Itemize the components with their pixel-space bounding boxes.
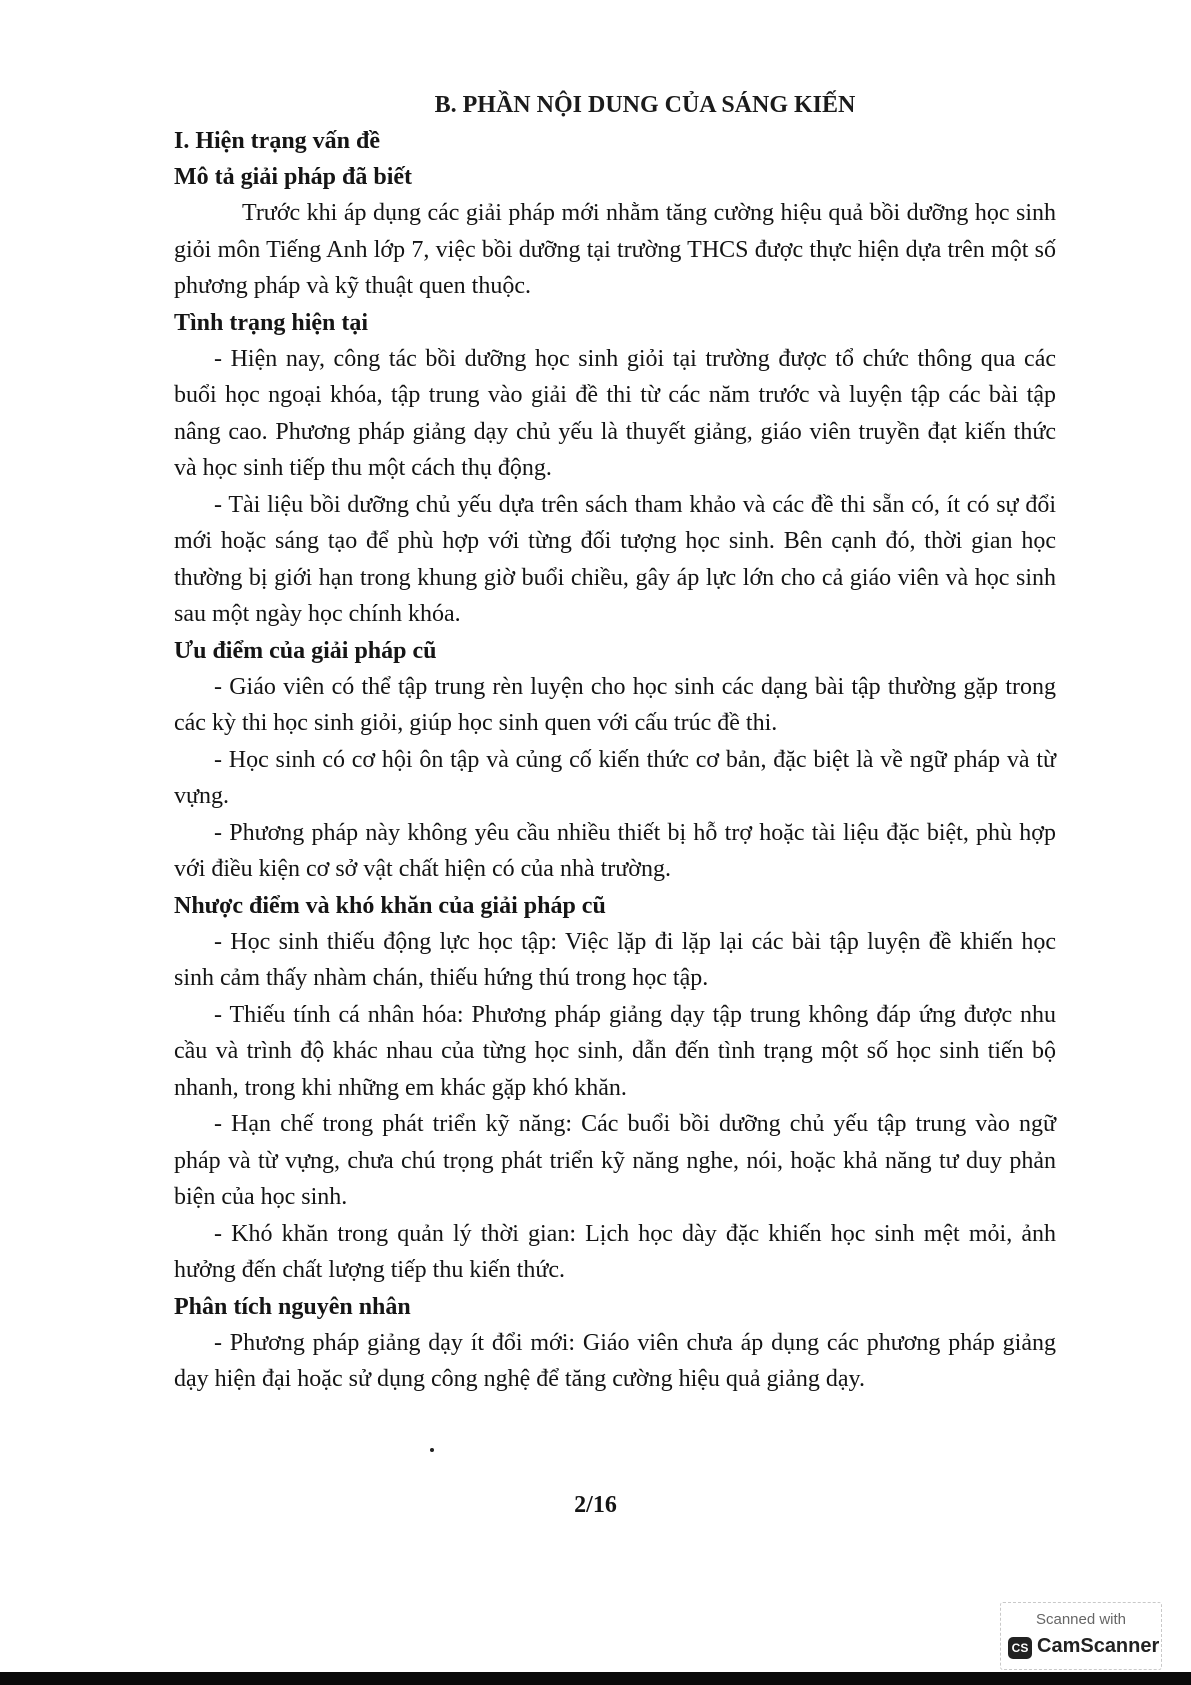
- paragraph: - Khó khăn trong quản lý thời gian: Lịch học dày đặc khiến học sinh mệt mỏi, ảnh hưởng đến chất lượng tiếp thu kiến thức.: [174, 1220, 1056, 1283]
- watermark-brand: CamScanner: [1037, 1635, 1160, 1657]
- camscanner-watermark: [1000, 1602, 1162, 1670]
- paragraph: - Học sinh có cơ hội ôn tập và củng cố kiến thức cơ bản, đặc biệt là về ngữ pháp và từ vựng.: [174, 746, 1056, 809]
- paragraph: - Hạn chế trong phát triển kỹ năng: Các buổi bồi dưỡng chủ yếu tập trung vào ngữ pháp và từ vựng, chưa chú trọng phát triển kỹ năng nghe, nói, hoặc khả năng tư duy phản biện của học sinh.: [174, 1111, 1056, 1210]
- subheading: Tình trạng hiện tại: [174, 309, 369, 336]
- section-heading: I. Hiện trạng vấn đề: [174, 128, 381, 154]
- subheading: Mô tả giải pháp đã biết: [174, 164, 413, 190]
- scan-edge-bar: [0, 1672, 1191, 1685]
- content-blocks: [174, 159, 1056, 1398]
- paragraph: - Hiện nay, công tác bồi dưỡng học sinh giỏi tại trường được tổ chức thông qua các buổi học ngoại khóa, tập trung vào giải đề thi từ các năm trước và luyện tập các bài tập nâng cao. Phương pháp giảng dạy chủ yếu là thuyết giảng, giáo viên truyền đạt kiến thức và học sinh tiếp thu một cách thụ động.: [174, 345, 1056, 481]
- paragraph: - Thiếu tính cá nhân hóa: Phương pháp giảng dạy tập trung không đáp ứng được nhu cầu và trình độ khác nhau của từng học sinh, dẫn đến tình trạng một số học sinh tiến bộ nhanh, trong khi những em khác gặp khó khăn.: [174, 1001, 1056, 1101]
- subheading: Ưu điểm của giải pháp cũ: [174, 637, 437, 664]
- paragraph: - Giáo viên có thể tập trung rèn luyện cho học sinh các dạng bài tập thường gặp trong các kỳ thi học sinh giỏi, giúp học sinh quen với cấu trúc đề thi.: [174, 673, 1056, 736]
- subheading: Phân tích nguyên nhân: [174, 1293, 411, 1320]
- paragraph: - Phương pháp này không yêu cầu nhiều thiết bị hỗ trợ hoặc tài liệu đặc biệt, phù hợp với điều kiện cơ sở vật chất hiện có của nhà trường.: [174, 819, 1056, 882]
- subheading: Nhược điểm và khó khăn của giải pháp cũ: [174, 892, 606, 919]
- watermark-caption: Scanned with: [1035, 1611, 1127, 1628]
- page-number: 2/16: [574, 1492, 617, 1518]
- page-content: [174, 92, 1056, 1398]
- camscanner-logo-icon: CS: [1008, 1637, 1032, 1659]
- stray-dot: [430, 1448, 434, 1452]
- paragraph: Trước khi áp dụng các giải pháp mới nhằm tăng cường hiệu quả bồi dưỡng học sinh giỏi môn Tiếng Anh lớp 7, việc bồi dưỡng tại trường THCS được thực hiện dựa trên một số phương pháp và kỹ thuật quen thuộc.: [174, 200, 1056, 299]
- paragraph: - Phương pháp giảng dạy ít đổi mới: Giáo viên chưa áp dụng các phương pháp giảng dạy hiện đại hoặc sử dụng công nghệ để tăng cường hiệu quả giảng dạy.: [174, 1329, 1056, 1392]
- document-title: B. PHẦN NỘI DUNG CỦA SÁNG KIẾN: [434, 92, 856, 118]
- paragraph: - Học sinh thiếu động lực học tập: Việc lặp đi lặp lại các bài tập luyện đề khiến học sinh cảm thấy nhàm chán, thiếu hứng thú trong học tập.: [174, 928, 1056, 991]
- paragraph: - Tài liệu bồi dưỡng chủ yếu dựa trên sách tham khảo và các đề thi sẵn có, ít có sự đổi mới hoặc sáng tạo để phù hợp với từng đối tượng học sinh. Bên cạnh đó, thời gian học thường bị giới hạn trong khung giờ buổi chiều, gây áp lực lớn cho cả giáo viên và học sinh sau một ngày học chính khóa.: [174, 491, 1056, 627]
